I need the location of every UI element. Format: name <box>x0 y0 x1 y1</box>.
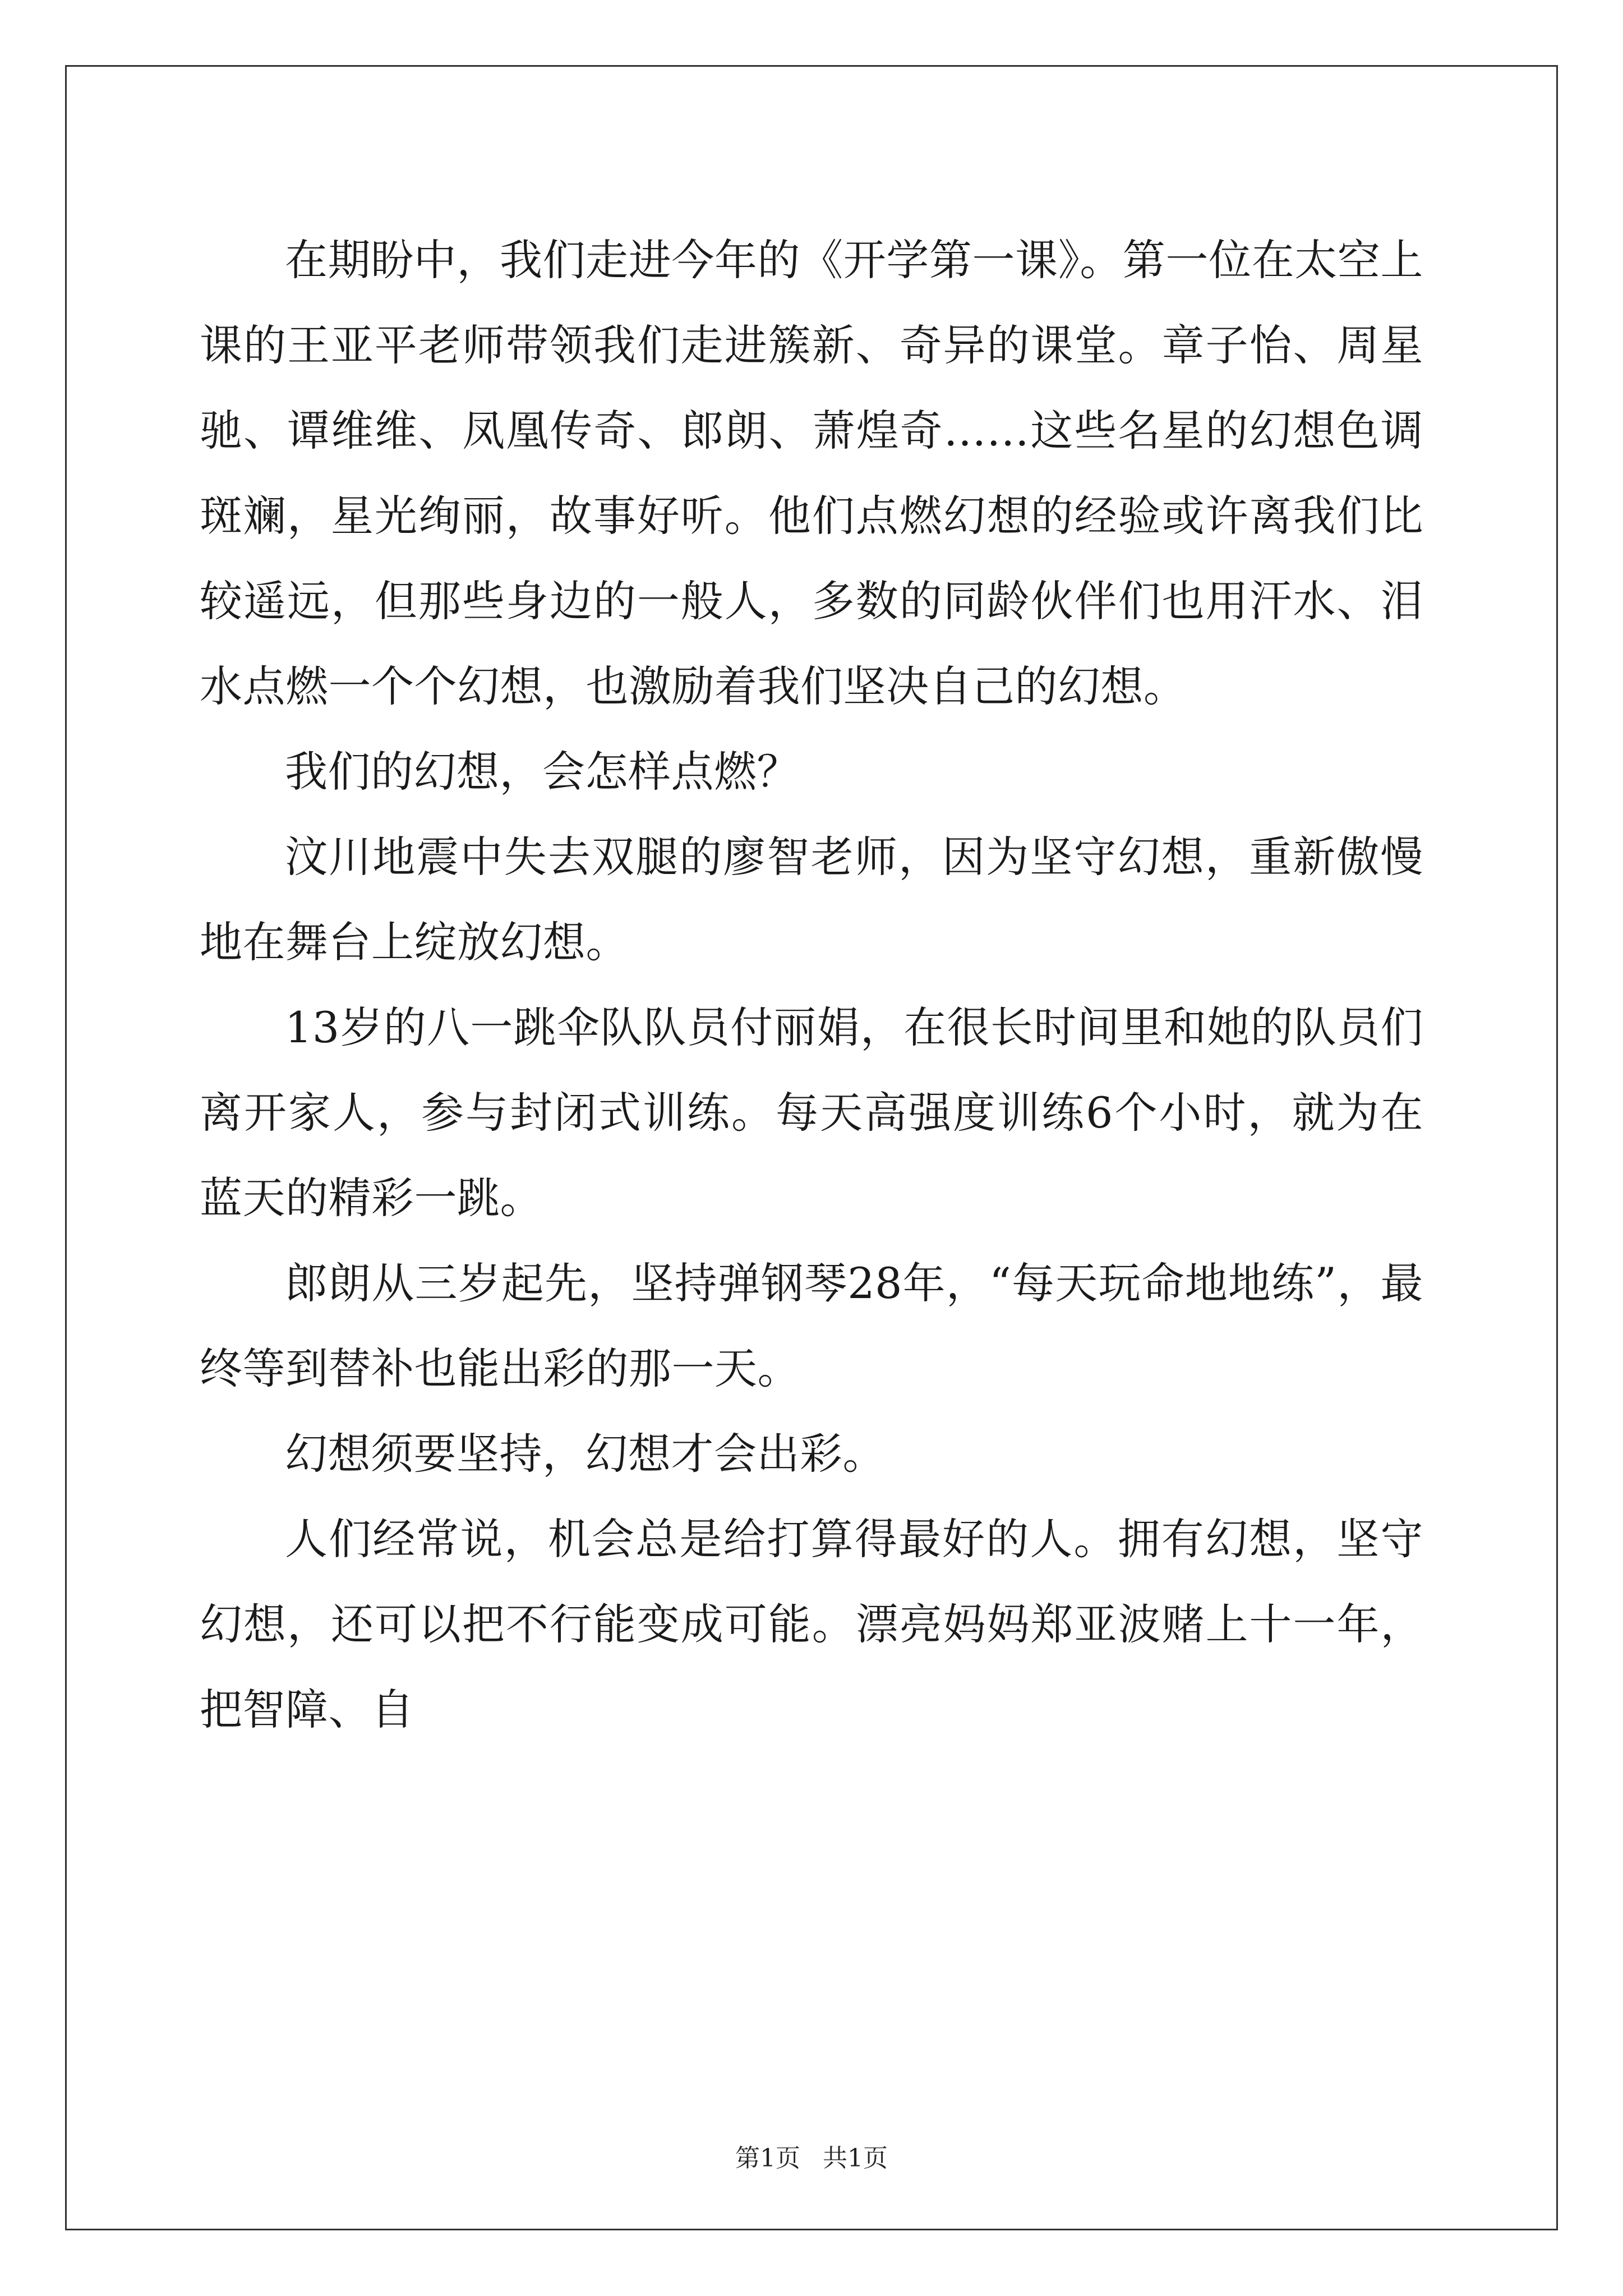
page-number: 第1页 <box>735 2144 800 2173</box>
paragraph-5: 郎朗从三岁起先，坚持弹钢琴28年，“每天玩命地地练”，最终等到替补也能出彩的那一天。 <box>200 1258 1423 1393</box>
page-footer <box>0 2142 1623 2175</box>
paragraph-7: 人们经常说，机会总是给打算得最好的人。拥有幻想，坚守幻想，还可以把不行能变成可能。漂亮妈妈郑亚波赌上十一年，把智障、自 <box>200 1514 1423 1734</box>
page-total: 共1页 <box>823 2144 888 2173</box>
paragraph-6: 幻想须要坚持，幻想才会出彩。 <box>285 1429 886 1479</box>
paragraph-2: 我们的幻想，会怎样点燃？ <box>285 747 800 797</box>
document-body <box>200 218 1423 1752</box>
paragraph-1: 在期盼中，我们走进今年的《开学第一课》。第一位在太空上课的王亚平老师带领我们走进簇新、奇异的课堂。章子怡、周星驰、谭维维、凤凰传奇、郎朗、萧煌奇……这些名星的幻想色调斑斓，星光绚丽，故事好听。他们点燃幻想的经验或许离我们比较遥远，但那些身边的一般人，多数的同龄伙伴们也用汗水、泪水点燃一个个幻想，也激励着我们坚决自己的幻想。 <box>200 235 1423 711</box>
paragraph-4: 13岁的八一跳伞队队员付丽娟，在很长时间里和她的队员们离开家人，参与封闭式训练。每天高强度训练6个小时，就为在蓝天的精彩一跳。 <box>200 1002 1423 1223</box>
paragraph-3: 汶川地震中失去双腿的廖智老师，因为坚守幻想，重新傲慢地在舞台上绽放幻想。 <box>200 832 1423 967</box>
